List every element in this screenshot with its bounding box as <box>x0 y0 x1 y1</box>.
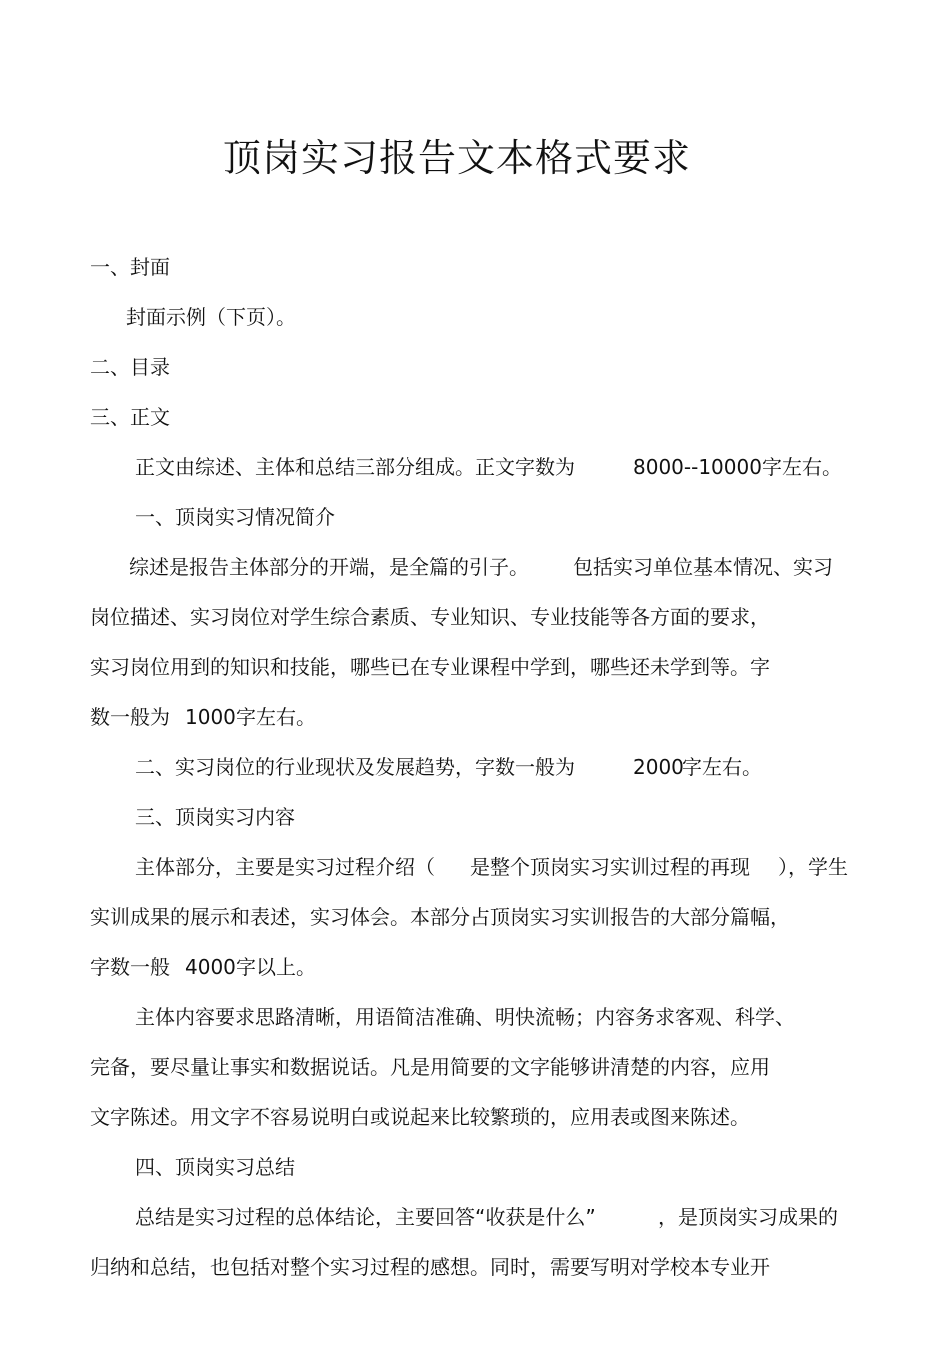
paragraph-line: 综述是报告主体部分的开端，是全篇的引子。 <box>129 555 529 579</box>
paragraph-line: 封面示例（下页）。 <box>126 305 296 329</box>
subsection-heading-content: 三、顶岗实习内容 <box>135 805 295 829</box>
paragraph-line: 完备，要尽量让事实和数据说话。凡是用简要的文字能够讲清楚的内容，应用 <box>90 1055 770 1079</box>
paragraph-line: 字数一般 <box>90 955 170 979</box>
document-title: 顶岗实习报告文本格式要求 <box>222 136 691 180</box>
paragraph-line: 字左右。 <box>236 705 316 729</box>
paragraph-line: 包括实习单位基本情况、实习 <box>573 555 833 579</box>
paragraph-line: ，是顶岗实习成果的 <box>658 1205 838 1229</box>
paragraph-line: 岗位描述、实习岗位对学生综合素质、专业知识、专业技能等各方面的要求， <box>90 605 770 629</box>
paragraph-line: ），学生 <box>778 855 848 879</box>
section-heading-toc: 二、目录 <box>90 355 170 379</box>
paragraph-line: 是整个顶岗实习实训过程的再现 <box>470 855 750 879</box>
word-count-value: 1000 <box>185 705 236 729</box>
paragraph-line: 主体部分，主要是实习过程介绍（ <box>135 855 435 879</box>
paragraph-line: 数一般为 <box>90 705 170 729</box>
paragraph-line: 文字陈述。用文字不容易说明白或说起来比较繁琐的，应用表或图来陈述。 <box>90 1105 750 1129</box>
word-count-value: 2000 <box>633 755 684 779</box>
subsection-heading-intro: 一、顶岗实习情况简介 <box>135 505 335 529</box>
subsection-heading-industry: 二、实习岗位的行业现状及发展趋势，字数一般为 <box>135 755 575 779</box>
paragraph-line: 归纳和总结，也包括对整个实习过程的感想。同时，需要写明对学校本专业开 <box>90 1255 770 1279</box>
paragraph-line: 字以上。 <box>236 955 316 979</box>
paragraph-line: 主体内容要求思路清晰，用语简洁准确、明快流畅；内容务求客观、科学、 <box>135 1005 795 1029</box>
paragraph-line: 实训成果的展示和表述，实习体会。本部分占顶岗实习实训报告的大部分篇幅， <box>90 905 790 929</box>
word-count-value: 8000--10000 <box>633 455 762 479</box>
subsection-heading-summary: 四、顶岗实习总结 <box>135 1155 295 1179</box>
paragraph-line: 总结是实习过程的总体结论，主要回答“收获是什么” <box>135 1205 596 1229</box>
word-count-value: 4000 <box>185 955 236 979</box>
paragraph-line: 字左右。 <box>682 755 762 779</box>
paragraph-line: 正文由综述、主体和总结三部分组成。正文字数为 <box>135 455 575 479</box>
section-heading-cover: 一、封面 <box>90 255 170 279</box>
paragraph-line: 字左右。 <box>762 455 842 479</box>
paragraph-line: 实习岗位用到的知识和技能，哪些已在专业课程中学到，哪些还未学到等。字 <box>90 655 770 679</box>
section-heading-body: 三、正文 <box>90 405 170 429</box>
